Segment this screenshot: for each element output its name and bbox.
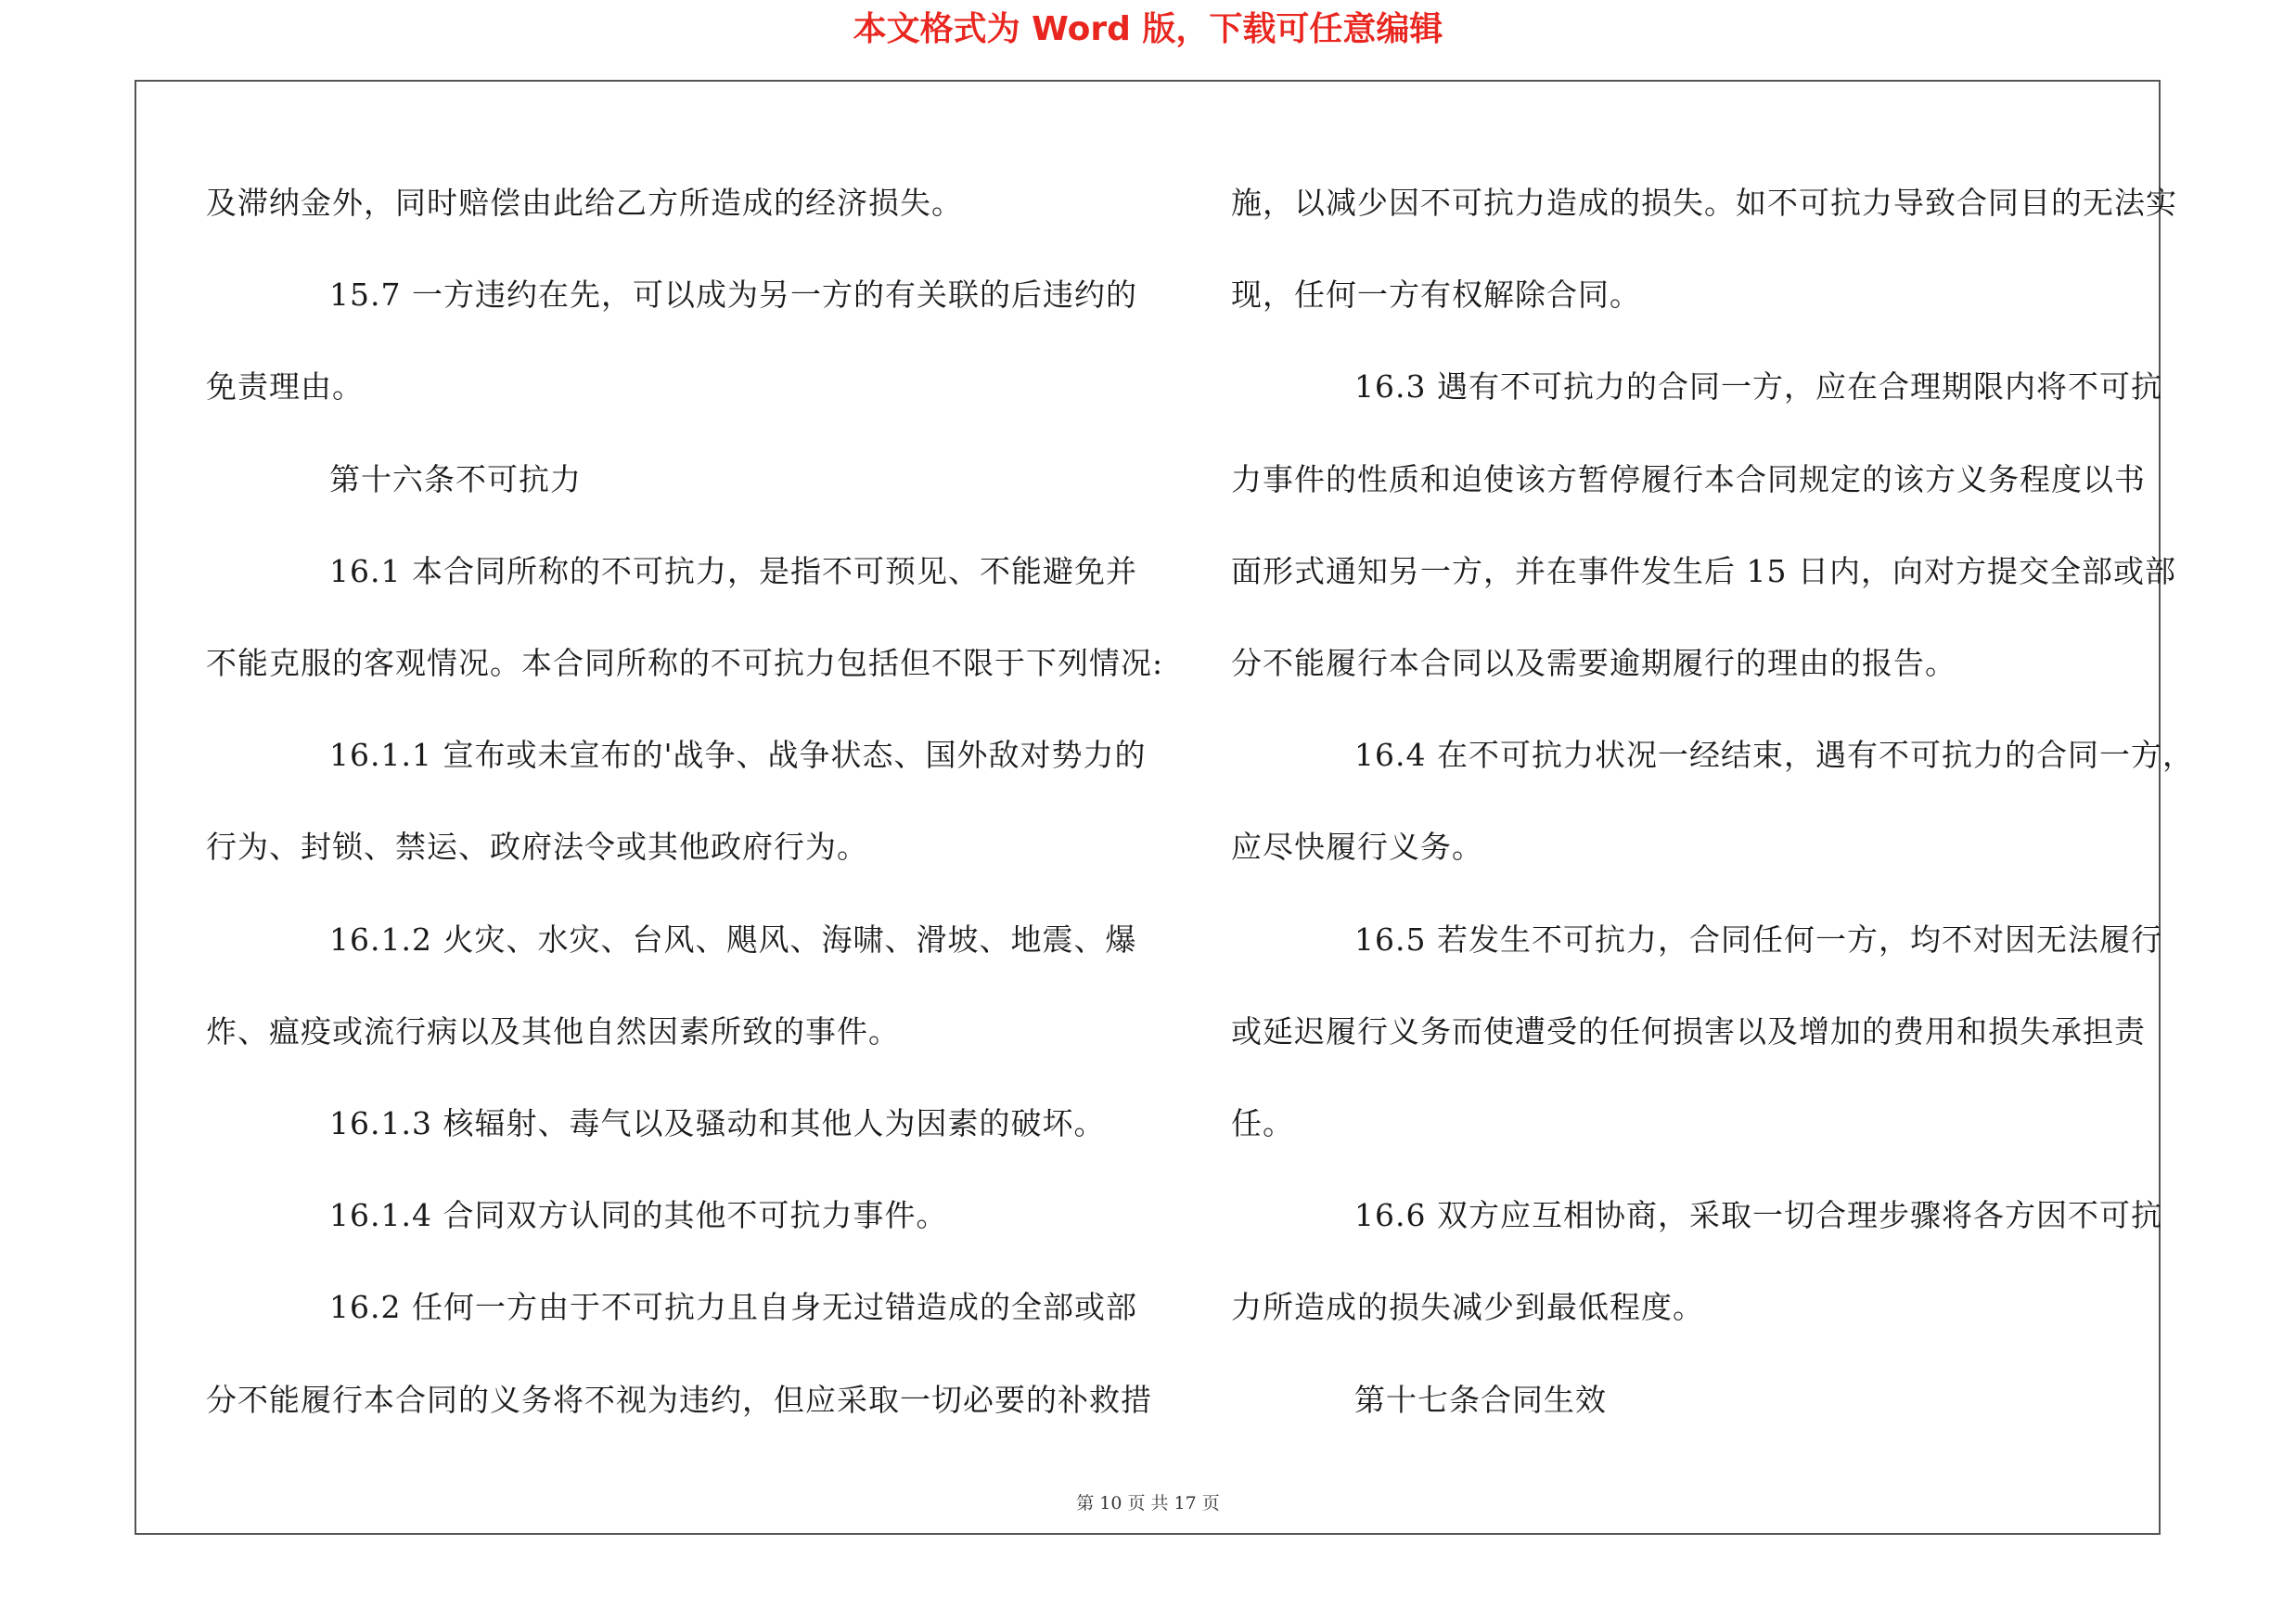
current-page-number: 10	[1099, 1493, 1122, 1514]
footer-suffix: 页	[1201, 1493, 1220, 1514]
text-line: 现，任何一方有权解除合同。	[1231, 277, 1641, 314]
text-line: 不能克服的客观情况。本合同所称的不可抗力包括但不限于下列情况:	[206, 645, 1164, 681]
text-line: 免责理由。	[206, 368, 364, 406]
text-line: 第十六条不可抗力	[329, 460, 582, 497]
total-page-count: 17	[1174, 1493, 1197, 1514]
text-line: 分不能履行本合同以及需要逾期履行的理由的报告。	[1231, 645, 1956, 681]
text-line: 15.7 一方违约在先，可以成为另一方的有关联的后违约的	[329, 277, 1137, 314]
text-line: 行为、封锁、禁运、政府法令或其他政府行为。	[206, 829, 868, 866]
text-line: 施，以减少因不可抗力造成的损失。如不可抗力导致合同目的无法实	[1231, 185, 2177, 221]
text-line: 或延迟履行义务而使遭受的任何损害以及增加的费用和损失承担责	[1231, 1012, 2146, 1050]
text-line: 分不能履行本合同的义务将不视为违约，但应采取一切必要的补救措	[206, 1381, 1152, 1418]
text-line: 16.1.4 合同双方认同的其他不可抗力事件。	[329, 1197, 948, 1234]
text-line: 应尽快履行义务。	[1231, 829, 1483, 866]
text-line: 第十七条合同生效	[1354, 1381, 1607, 1418]
footer-prefix: 第	[1076, 1493, 1095, 1514]
footer-middle: 页 共	[1127, 1493, 1169, 1514]
text-line: 16.2 任何一方由于不可抗力且自身无过错造成的全部或部	[329, 1289, 1137, 1326]
text-line: 炸、瘟疫或流行病以及其他自然因素所致的事件。	[206, 1012, 900, 1050]
text-line: 16.6 双方应互相协商，采取一切合理步骤将各方因不可抗	[1354, 1197, 2162, 1234]
text-line: 16.4 在不可抗力状况一经结束，遇有不可抗力的合同一方，	[1354, 737, 2194, 774]
text-line: 及滞纳金外，同时赔偿由此给乙方所造成的经济损失。	[206, 185, 963, 221]
text-line: 16.5 若发生不可抗力，合同任何一方，均不对因无法履行	[1354, 921, 2162, 958]
text-line: 16.1 本合同所称的不可抗力，是指不可预见、不能避免并	[329, 552, 1137, 589]
text-line: 16.1.2 火灾、水灾、台风、飓风、海啸、滑坡、地震、爆	[329, 921, 1137, 958]
text-line: 任。	[1231, 1105, 1294, 1141]
text-line: 力事件的性质和迫使该方暂停履行本合同规定的该方义务程度以书	[1231, 460, 2146, 497]
text-line: 力所造成的损失减少到最低程度。	[1231, 1289, 1704, 1326]
text-line: 16.3 遇有不可抗力的合同一方，应在合理期限内将不可抗	[1354, 368, 2162, 406]
text-line: 16.1.1 宣布或未宣布的'战争、战争状态、国外敌对势力的	[329, 737, 1147, 774]
text-line: 面形式通知另一方，并在事件发生后 15 日内，向对方提交全部或部	[1231, 552, 2176, 589]
format-notice-banner: 本文格式为 Word 版，下载可任意编辑	[853, 10, 1443, 48]
text-line: 16.1.3 核辐射、毒气以及骚动和其他人为因素的破坏。	[329, 1105, 1106, 1141]
page-number-footer	[0, 1490, 2296, 1516]
